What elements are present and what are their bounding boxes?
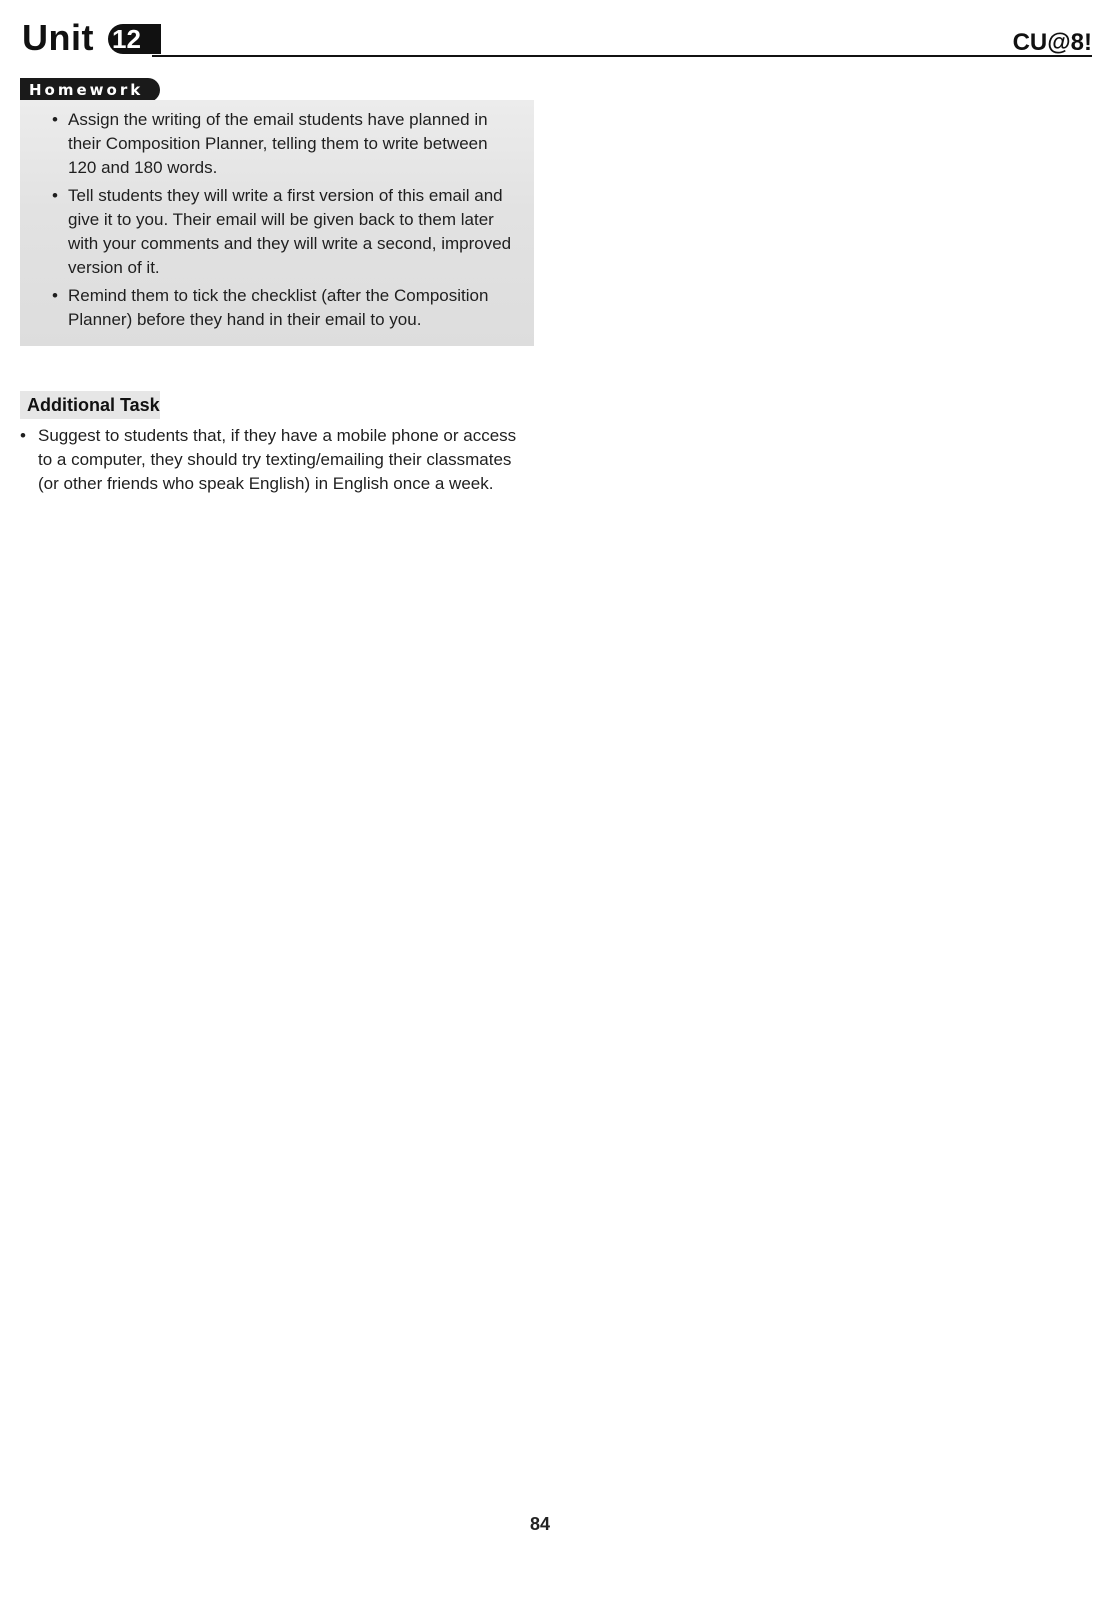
homework-tag: Homework [20,78,160,102]
homework-box [20,100,534,346]
brand-title: CU@8! [1012,29,1092,56]
additional-task-item: • Suggest to students that, if they have a mobile phone or access to a computer, they should try texting/emailing their classmates (or other friends who speak English) in English once a week. [20,424,530,496]
homework-item: • Remind them to tick the checklist (after the Composition Planner) before they hand in their email to you. [52,284,514,332]
additional-task-list [20,424,530,496]
page-number: 84 [529,1514,551,1534]
additional-task-section [20,424,530,496]
homework-list [52,108,514,332]
page-header [22,14,1092,58]
unit-number-badge: 12 [108,24,161,54]
homework-item: • Assign the writing of the email students have planned in their Composition Planner, telling them to write between 120 and 180 words. [52,108,514,180]
additional-task-heading: Additional Task [20,391,160,419]
header-rule [152,55,1092,57]
unit-label: Unit [22,17,94,58]
homework-item: • Tell students they will write a first version of this email and give it to you. Their email will be given back to them later with your comments and they will write a second, improved version of it. [52,184,514,280]
